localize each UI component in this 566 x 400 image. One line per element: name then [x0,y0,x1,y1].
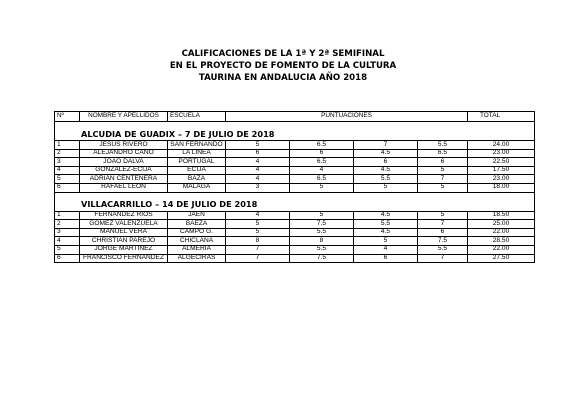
score-4: 5.5 [418,245,468,254]
header-scores: PUNTUACIONES [226,112,468,122]
title-line-2: EN EL PROYECTO DE FOMENTO DE LA CULTURA [169,61,397,71]
participant-name: FRANCISCO FERNÁNDEZ [80,254,168,263]
event-header-row [55,199,535,212]
score-2: 5.5 [290,245,354,254]
score-3: 4.5 [354,228,418,237]
school-name: MÁLAGA [168,183,226,192]
score-2: 7.5 [290,220,354,229]
score-2: 6 [290,149,354,158]
score-1: 4 [226,158,290,167]
table-row [55,141,535,150]
score-3: 5 [354,237,418,246]
school-name: ALMERÍA [168,245,226,254]
event-header-row [55,128,535,141]
score-3: 5.5 [354,175,418,184]
score-4: 5 [418,166,468,175]
score-3: 4.5 [354,149,418,158]
total-score: 25.00 [468,220,535,229]
school-name: ALGECIRAS [168,254,226,263]
document-title [0,48,566,84]
score-4: 6 [418,158,468,167]
scores-table [54,111,535,263]
score-3: 4.5 [354,211,418,220]
score-4: 6.5 [418,149,468,158]
score-2: 6.5 [290,175,354,184]
total-score: 24.00 [468,141,535,150]
total-score: 18.50 [468,211,535,220]
school-name: LA LINEA [168,149,226,158]
score-1: 8 [226,237,290,246]
score-2: 6.5 [290,141,354,150]
row-number: 4 [55,237,80,246]
row-number: 2 [55,220,80,229]
score-2: 8 [290,237,354,246]
participant-name: JESUS RIVERO [80,141,168,150]
title-line-3: TAURINA EN ANDALUCIA AÑO 2018 [198,73,368,83]
table-row [55,237,535,246]
score-3: 6 [354,158,418,167]
total-score: 22.50 [468,158,535,167]
header-row [55,112,535,122]
row-number: 1 [55,211,80,220]
header-total: TOTAL [468,112,535,122]
school-name: BAZA [168,175,226,184]
header-num: Nº [55,112,80,122]
score-4: 5 [418,183,468,192]
participant-name: GONZÁLEZ-ECIJA [80,166,168,175]
participant-name: MANUEL VERA [80,228,168,237]
participant-name: FERNÁNDEZ RIOS [80,211,168,220]
score-2: 5 [290,211,354,220]
score-2: 5 [290,183,354,192]
table-row [55,149,535,158]
score-2: 7.5 [290,254,354,263]
score-1: 7 [226,245,290,254]
score-1: 4 [226,166,290,175]
total-score: 27.50 [468,254,535,263]
score-3: 4 [354,245,418,254]
school-name: CHICLANA [168,237,226,246]
table-row [55,183,535,192]
score-2: 4 [290,166,354,175]
school-name: ECIJA [168,166,226,175]
score-1: 4 [226,211,290,220]
school-name: CAMPO G. [168,228,226,237]
table-row [55,245,535,254]
table-row [55,158,535,167]
score-1: 5 [226,141,290,150]
total-score: 17.50 [468,166,535,175]
total-score: 23.00 [468,175,535,184]
table-row [55,211,535,220]
row-number: 1 [55,141,80,150]
header-school: ESCUELA [168,112,226,122]
score-4: 7.5 [418,237,468,246]
total-score: 22.00 [468,245,535,254]
score-1: 4 [226,175,290,184]
score-1: 5 [226,220,290,229]
score-3: 6 [354,254,418,263]
row-number: 3 [55,158,80,167]
table-row [55,228,535,237]
total-score: 23.00 [468,149,535,158]
scores-table-body [55,112,535,263]
row-number: 6 [55,254,80,263]
event-title: VILLACARRILLO – 14 DE JULIO DE 2018 [55,199,535,212]
school-name: PORTUGAL [168,158,226,167]
total-score: 18.00 [468,183,535,192]
table-row [55,254,535,263]
score-4: 7 [418,254,468,263]
participant-name: JOAO DALVA [80,158,168,167]
table-row [55,220,535,229]
score-3: 5.5 [354,220,418,229]
score-4: 7 [418,220,468,229]
participant-name: ALEJANDRO CANO [80,149,168,158]
table-row [55,175,535,184]
table-row [55,166,535,175]
header-name: NOMBRE Y APELLIDOS [80,112,168,122]
score-3: 5 [354,183,418,192]
score-1: 3 [226,183,290,192]
total-score: 28.50 [468,237,535,246]
row-number: 5 [55,245,80,254]
score-1: 6 [226,149,290,158]
title-line-1: CALIFICACIONES DE LA 1ª Y 2ª SEMIFINAL [181,49,385,59]
school-name: JAEN [168,211,226,220]
row-number: 3 [55,228,80,237]
participant-name: RAFAEL LEÓN [80,183,168,192]
score-2: 6.5 [290,158,354,167]
score-4: 7 [418,175,468,184]
school-name: BAEZA [168,220,226,229]
participant-name: JORGE MARTÍNEZ [80,245,168,254]
event-title: ALCUDIA DE GUADIX – 7 DE JULIO DE 2018 [55,128,535,141]
participant-name: CHRISTIAN PAREJO [80,237,168,246]
row-number: 6 [55,183,80,192]
row-number: 4 [55,166,80,175]
row-number: 5 [55,175,80,184]
participant-name: GÓMEZ VALENZUELA [80,220,168,229]
school-name: SAN FERNANDO [168,141,226,150]
score-1: 7 [226,254,290,263]
score-2: 5.5 [290,228,354,237]
score-4: 5.5 [418,141,468,150]
score-4: 6 [418,228,468,237]
row-number: 2 [55,149,80,158]
score-3: 4.5 [354,166,418,175]
total-score: 22.00 [468,228,535,237]
score-3: 7 [354,141,418,150]
score-4: 5 [418,211,468,220]
participant-name: ADRIÁN CENTENERA [80,175,168,184]
score-1: 5 [226,228,290,237]
